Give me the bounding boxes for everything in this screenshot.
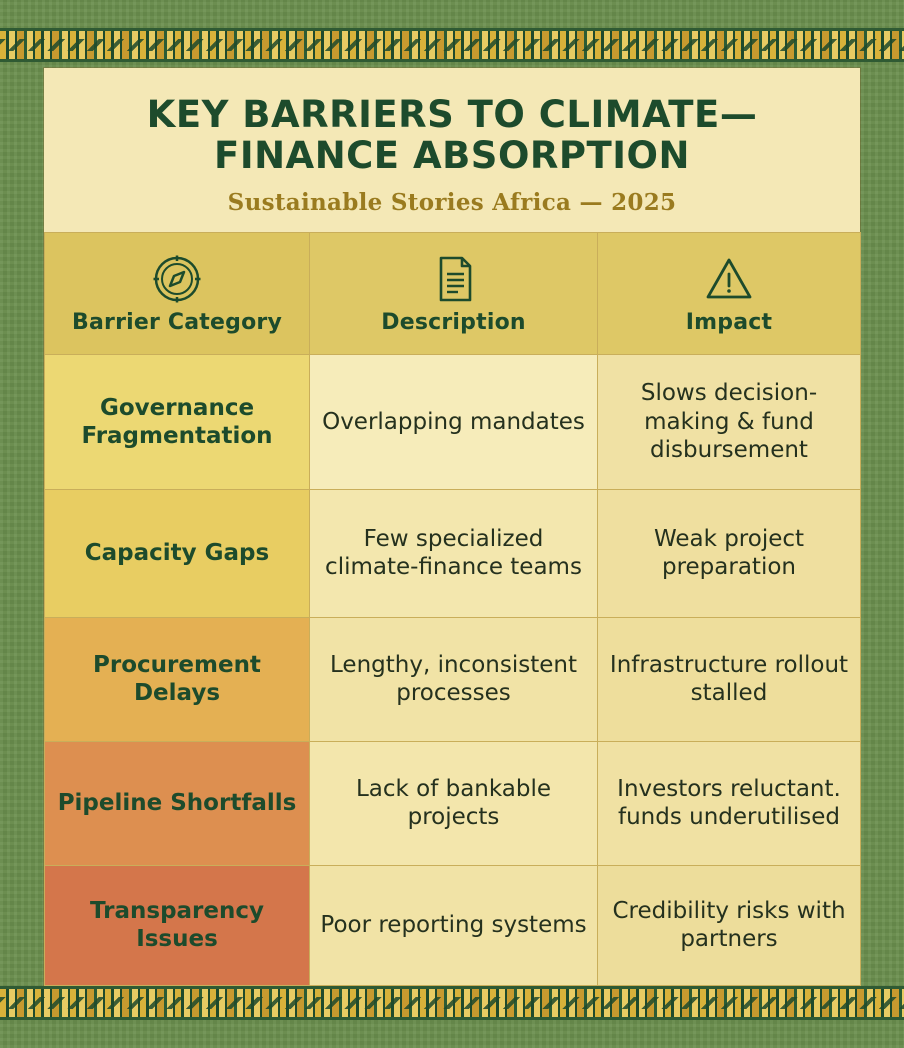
cell-description: Poor reporting systems — [310, 865, 598, 985]
table-row — [45, 865, 861, 985]
table-row — [45, 489, 861, 617]
table-row — [45, 354, 861, 489]
column-header-impact — [598, 232, 861, 354]
warning-triangle-icon — [606, 252, 852, 306]
page-subtitle: Sustainable Stories Africa — 2025 — [227, 188, 677, 216]
document-icon — [318, 252, 589, 306]
content-sheet — [44, 68, 860, 986]
page-title: KEY BARRIERS TO CLIMATE—FINANCE ABSORPTION — [146, 93, 758, 178]
cell-impact: Infrastructure rollout stalled — [598, 617, 861, 741]
decorative-top-band — [0, 28, 904, 62]
cell-impact: Weak project preparation — [598, 489, 861, 617]
table-row — [45, 741, 861, 865]
cell-impact: Credibility risks with partners — [598, 865, 861, 985]
cell-description: Lengthy, inconsistent processes — [310, 617, 598, 741]
cell-description: Overlapping mandates — [310, 354, 598, 489]
column-header-label: Impact — [685, 309, 773, 335]
table-row — [45, 617, 861, 741]
cell-description: Lack of bankable projects — [310, 741, 598, 865]
cell-category: Pipeline Shortfalls — [45, 741, 310, 865]
table-body — [45, 354, 861, 985]
cell-description: Few specialized climate-finance teams — [310, 489, 598, 617]
column-header-barrier-category — [45, 232, 310, 354]
cell-category: Capacity Gaps — [45, 489, 310, 617]
poster-header — [44, 68, 860, 232]
column-header-description — [310, 232, 598, 354]
band-pattern — [0, 997, 904, 1009]
table-header-row — [45, 232, 861, 354]
cell-impact: Investors reluctant. funds underutilised — [598, 741, 861, 865]
compass-icon — [53, 252, 301, 306]
decorative-bottom-band — [0, 986, 904, 1020]
barriers-table — [44, 232, 861, 986]
cell-category: Transparency Issues — [45, 865, 310, 985]
cell-category: Governance Fragmentation — [45, 354, 310, 489]
cell-category: Procurement Delays — [45, 617, 310, 741]
band-pattern — [0, 39, 904, 51]
column-header-label: Barrier Category — [72, 309, 282, 335]
column-header-label: Description — [381, 309, 526, 335]
cell-impact: Slows decision-making & fund disbursement — [598, 354, 861, 489]
